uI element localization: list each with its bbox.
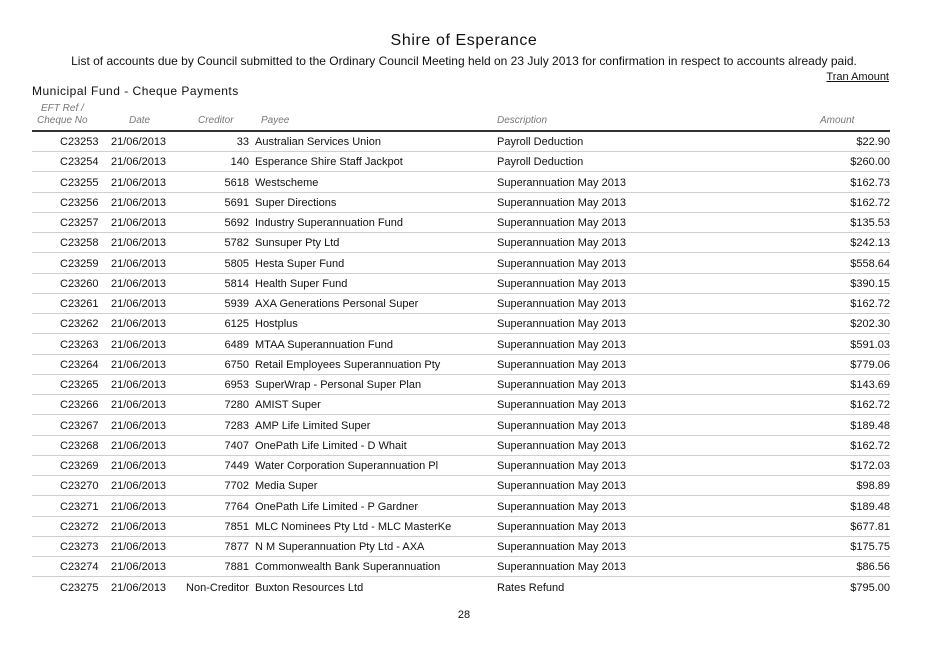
cell-description: Superannuation May 2013 — [497, 480, 627, 493]
cell-payee: MTAA Superannuation Fund — [255, 338, 393, 351]
cell-date: 21/06/2013 — [111, 581, 167, 594]
cell-cheque-no: C23253 — [60, 136, 99, 148]
cell-amount: $162.72 — [850, 439, 890, 452]
cell-description: Superannuation May 2013 — [497, 318, 627, 331]
cell-cheque-no: C23272 — [60, 520, 99, 533]
table-row — [0, 314, 928, 334]
cell-date: 21/06/2013 — [111, 541, 167, 553]
cell-cheque-no: C23265 — [60, 379, 99, 391]
cell-payee: Health Super Fund — [255, 277, 348, 290]
cell-description: Superannuation May 2013 — [497, 257, 627, 270]
cell-creditor: 33 — [236, 136, 249, 148]
cell-creditor: 140 — [230, 156, 249, 169]
cell-creditor: 5939 — [224, 298, 249, 310]
section-title: Municipal Fund - Cheque Payments — [32, 84, 239, 98]
cell-amount: $86.56 — [856, 561, 890, 574]
cell-payee: OnePath Life Limited - P Gardner — [255, 500, 419, 513]
cell-creditor: 6125 — [224, 318, 249, 331]
cell-date: 21/06/2013 — [111, 439, 167, 452]
cell-description: Superannuation May 2013 — [497, 217, 627, 229]
cell-cheque-no: C23259 — [60, 257, 99, 270]
table-row — [0, 497, 928, 517]
table-row — [0, 557, 928, 577]
cell-date: 21/06/2013 — [111, 196, 167, 209]
cell-amount: $390.15 — [850, 277, 890, 290]
cell-creditor: 5692 — [224, 217, 249, 229]
cell-payee: AMIST Super — [255, 399, 321, 412]
table-row — [0, 294, 928, 314]
cell-payee: Esperance Shire Staff Jackpot — [255, 156, 403, 169]
cell-amount: $591.03 — [850, 338, 890, 351]
cell-description: Superannuation May 2013 — [497, 500, 627, 513]
cell-date: 21/06/2013 — [111, 460, 167, 472]
cell-cheque-no: C23267 — [60, 419, 99, 432]
cell-payee: Water Corporation Superannuation Pl — [255, 460, 439, 472]
header-date: Date — [129, 115, 151, 126]
cell-cheque-no: C23258 — [60, 237, 99, 250]
header-description: Description — [497, 115, 548, 126]
cell-date: 21/06/2013 — [111, 338, 167, 351]
cell-payee: Super Directions — [255, 196, 337, 209]
cell-payee: Sunsuper Pty Ltd — [255, 237, 340, 250]
cell-amount: $172.03 — [850, 460, 890, 472]
table-row — [0, 436, 928, 456]
cell-date: 21/06/2013 — [111, 136, 167, 148]
cell-description: Superannuation May 2013 — [497, 541, 627, 553]
cell-description: Superannuation May 2013 — [497, 520, 627, 533]
table-row — [0, 152, 928, 172]
table-row — [0, 416, 928, 436]
cell-cheque-no: C23264 — [60, 358, 99, 371]
header-ref-line1: EFT Ref / — [41, 103, 84, 114]
cell-creditor: 6953 — [224, 379, 249, 391]
cell-cheque-no: C23270 — [60, 480, 99, 493]
table-row — [0, 456, 928, 476]
cell-description: Superannuation May 2013 — [497, 419, 627, 432]
cell-date: 21/06/2013 — [111, 318, 167, 331]
table-row — [0, 476, 928, 496]
table-row — [0, 375, 928, 395]
cell-date: 21/06/2013 — [111, 156, 167, 169]
cell-payee: OnePath Life Limited - D Whait — [255, 439, 407, 452]
cell-payee: Australian Services Union — [255, 136, 381, 148]
cell-creditor: 5814 — [224, 277, 249, 290]
cell-payee: Commonwealth Bank Superannuation — [255, 561, 441, 574]
cell-amount: $98.89 — [856, 480, 890, 493]
cell-amount: $175.75 — [850, 541, 890, 553]
cell-cheque-no: C23273 — [60, 541, 99, 553]
cell-creditor: 5782 — [224, 237, 249, 250]
cell-payee: Hesta Super Fund — [255, 257, 345, 270]
cell-description: Superannuation May 2013 — [497, 460, 627, 472]
cell-creditor: 5691 — [224, 196, 249, 209]
header-creditor: Creditor — [198, 115, 234, 126]
cell-amount: $260.00 — [850, 156, 890, 169]
cell-amount: $162.73 — [850, 176, 890, 189]
cell-cheque-no: C23262 — [60, 318, 99, 331]
cell-amount: $162.72 — [850, 399, 890, 412]
cell-creditor: 7407 — [224, 439, 249, 452]
cell-creditor: 7449 — [224, 460, 249, 472]
cell-date: 21/06/2013 — [111, 561, 167, 574]
cell-date: 21/06/2013 — [111, 500, 167, 513]
cell-amount: $779.06 — [850, 358, 890, 371]
cell-description: Payroll Deduction — [497, 156, 584, 169]
cell-payee: SuperWrap - Personal Super Plan — [255, 379, 422, 391]
cell-payee: Hostplus — [255, 318, 298, 331]
cell-creditor: Non-Creditor — [186, 581, 249, 594]
cell-creditor: 6750 — [224, 358, 249, 371]
cell-description: Superannuation May 2013 — [497, 338, 627, 351]
cell-creditor: 7877 — [224, 541, 249, 553]
table-row — [0, 537, 928, 557]
cell-cheque-no: C23269 — [60, 460, 99, 472]
cell-cheque-no: C23266 — [60, 399, 99, 412]
cell-payee: AXA Generations Personal Super — [255, 298, 419, 310]
cell-amount: $202.30 — [850, 318, 890, 331]
cell-date: 21/06/2013 — [111, 379, 167, 391]
cell-cheque-no: C23263 — [60, 338, 99, 351]
cell-amount: $189.48 — [850, 419, 890, 432]
cell-amount: $162.72 — [850, 298, 890, 310]
cell-payee: MLC Nominees Pty Ltd - MLC MasterKe — [255, 520, 452, 533]
header-amount: Amount — [820, 115, 855, 126]
table-row — [0, 335, 928, 355]
table-row — [0, 254, 928, 274]
cell-description: Superannuation May 2013 — [497, 379, 627, 391]
cell-date: 21/06/2013 — [111, 520, 167, 533]
table-row — [0, 578, 928, 598]
table-row — [0, 173, 928, 193]
cell-cheque-no: C23256 — [60, 196, 99, 209]
cell-date: 21/06/2013 — [111, 399, 167, 412]
cell-payee: Retail Employees Superannuation Pty — [255, 358, 441, 371]
cell-creditor: 5618 — [224, 176, 249, 189]
cell-creditor: 7280 — [224, 399, 249, 412]
header-payee: Payee — [261, 115, 290, 126]
cell-description: Rates Refund — [497, 581, 565, 594]
cell-creditor: 6489 — [224, 338, 249, 351]
cell-amount: $677.81 — [850, 520, 890, 533]
cell-date: 21/06/2013 — [111, 480, 167, 493]
cell-cheque-no: C23260 — [60, 277, 99, 290]
cell-date: 21/06/2013 — [111, 176, 167, 189]
cell-payee: Westscheme — [255, 176, 319, 189]
cell-description: Superannuation May 2013 — [497, 237, 627, 250]
cell-creditor: 7851 — [224, 520, 249, 533]
table-header — [0, 101, 928, 131]
cell-date: 21/06/2013 — [111, 358, 167, 371]
cell-description: Superannuation May 2013 — [497, 176, 627, 189]
cell-description: Superannuation May 2013 — [497, 277, 627, 290]
cell-payee: AMP Life Limited Super — [255, 419, 371, 432]
cell-description: Payroll Deduction — [497, 136, 584, 148]
cell-amount: $189.48 — [850, 500, 890, 513]
cell-amount: $162.72 — [850, 196, 890, 209]
cell-amount: $795.00 — [850, 581, 890, 594]
cell-date: 21/06/2013 — [111, 217, 167, 229]
table-row — [0, 274, 928, 294]
cell-date: 21/06/2013 — [111, 419, 167, 432]
cell-date: 21/06/2013 — [111, 277, 167, 290]
cell-creditor: 7702 — [224, 480, 249, 493]
cell-creditor: 7283 — [224, 419, 249, 432]
cell-cheque-no: C23254 — [60, 156, 99, 169]
cell-amount: $242.13 — [850, 237, 890, 250]
cell-cheque-no: C23274 — [60, 561, 99, 574]
cell-date: 21/06/2013 — [111, 257, 167, 270]
cell-amount: $135.53 — [850, 217, 890, 229]
cell-date: 21/06/2013 — [111, 237, 167, 250]
cell-cheque-no: C23268 — [60, 439, 99, 452]
cell-date: 21/06/2013 — [111, 298, 167, 310]
cell-cheque-no: C23257 — [60, 217, 99, 229]
cell-amount: $558.64 — [850, 257, 890, 270]
table-row — [0, 233, 928, 253]
header-ref-line2: Cheque No — [37, 115, 88, 126]
table-row — [0, 517, 928, 537]
cell-description: Superannuation May 2013 — [497, 439, 627, 452]
cell-payee: Media Super — [255, 480, 318, 493]
cell-cheque-no: C23271 — [60, 500, 99, 513]
table-row — [0, 213, 928, 233]
tran-amount-label: Tran Amount — [826, 71, 889, 83]
cell-description: Superannuation May 2013 — [497, 298, 627, 310]
cell-description: Superannuation May 2013 — [497, 399, 627, 412]
page-subtitle: List of accounts due by Council submitted to the Ordinary Council Meeting held on 23 July 2013 for confirmation in respect to accounts already paid. — [71, 54, 857, 68]
cell-amount: $22.90 — [856, 136, 890, 148]
cell-creditor: 5805 — [224, 257, 249, 270]
cell-cheque-no: C23275 — [60, 581, 99, 594]
cell-cheque-no: C23261 — [60, 298, 99, 310]
cell-amount: $143.69 — [850, 379, 890, 391]
cell-payee: Buxton Resources Ltd — [255, 581, 364, 594]
cell-cheque-no: C23255 — [60, 176, 99, 189]
cell-description: Superannuation May 2013 — [497, 196, 627, 209]
page-number: 28 — [457, 609, 471, 621]
cell-description: Superannuation May 2013 — [497, 358, 627, 371]
cell-payee: N M Superannuation Pty Ltd - AXA — [255, 541, 425, 553]
cell-description: Superannuation May 2013 — [497, 561, 627, 574]
table-row — [0, 355, 928, 375]
table-row — [0, 395, 928, 415]
table-row — [0, 193, 928, 213]
cell-creditor: 7881 — [224, 561, 249, 574]
table-row — [0, 132, 928, 152]
cell-creditor: 7764 — [224, 500, 249, 513]
page-title: Shire of Esperance — [390, 32, 538, 49]
cell-payee: Industry Superannuation Fund — [255, 217, 403, 229]
